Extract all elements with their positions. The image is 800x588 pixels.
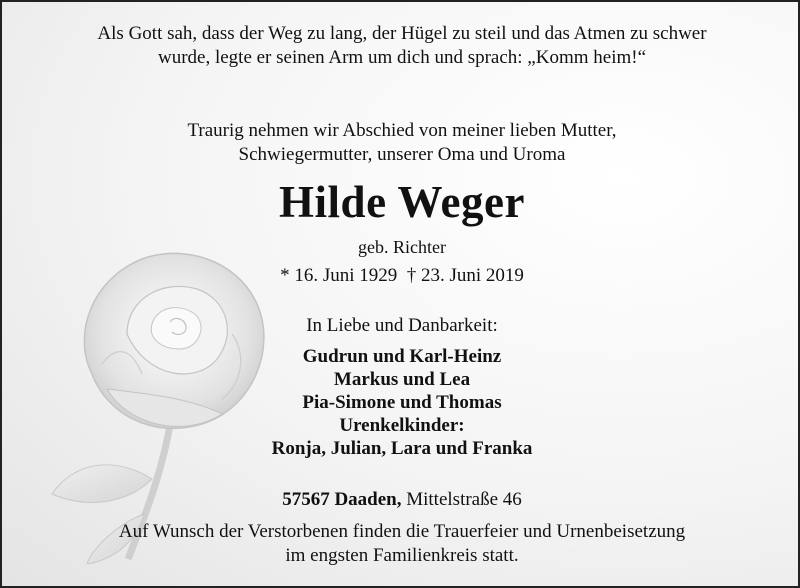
address-city: 57567 Daaden, xyxy=(282,489,402,510)
intro-line-2: Schwiegermutter, unserer Oma und Uroma xyxy=(238,144,566,165)
life-dates xyxy=(2,265,800,287)
quote-line-2: wurde, legte er seinen Arm um dich und sprach: „Komm heim!“ xyxy=(157,47,647,68)
mourner-line: Ronja, Julian, Lara und Franka xyxy=(271,438,533,459)
maiden-name: geb. Richter xyxy=(358,237,446,257)
mourner-line: Urenkelkinder: xyxy=(339,415,465,436)
birth-date: * 16. Juni 1929 xyxy=(280,265,398,286)
address xyxy=(2,489,800,511)
closing-line-2: im engsten Familienkreis statt. xyxy=(285,545,519,566)
closing-line-1: Auf Wunsch der Verstorbenen finden die Trauerfeier und Urnenbeisetzung xyxy=(118,521,686,542)
intro-line-1: Traurig nehmen wir Abschied von meiner lieben Mutter, xyxy=(187,120,617,141)
deceased-name: Hilde Weger xyxy=(279,177,525,227)
mourners-heading: In Liebe und Danbarkeit: xyxy=(306,315,498,336)
mourner-line: Pia-Simone und Thomas xyxy=(302,392,502,413)
address-street: Mittelstraße 46 xyxy=(406,489,522,510)
mourner-line: Markus und Lea xyxy=(333,369,471,390)
mourner-line: Gudrun und Karl-Heinz xyxy=(302,346,502,367)
death-date: † 23. Juni 2019 xyxy=(406,265,524,286)
quote-line-1: Als Gott sah, dass der Weg zu lang, der Hügel zu steil und das Atmen zu schwer xyxy=(97,23,707,44)
